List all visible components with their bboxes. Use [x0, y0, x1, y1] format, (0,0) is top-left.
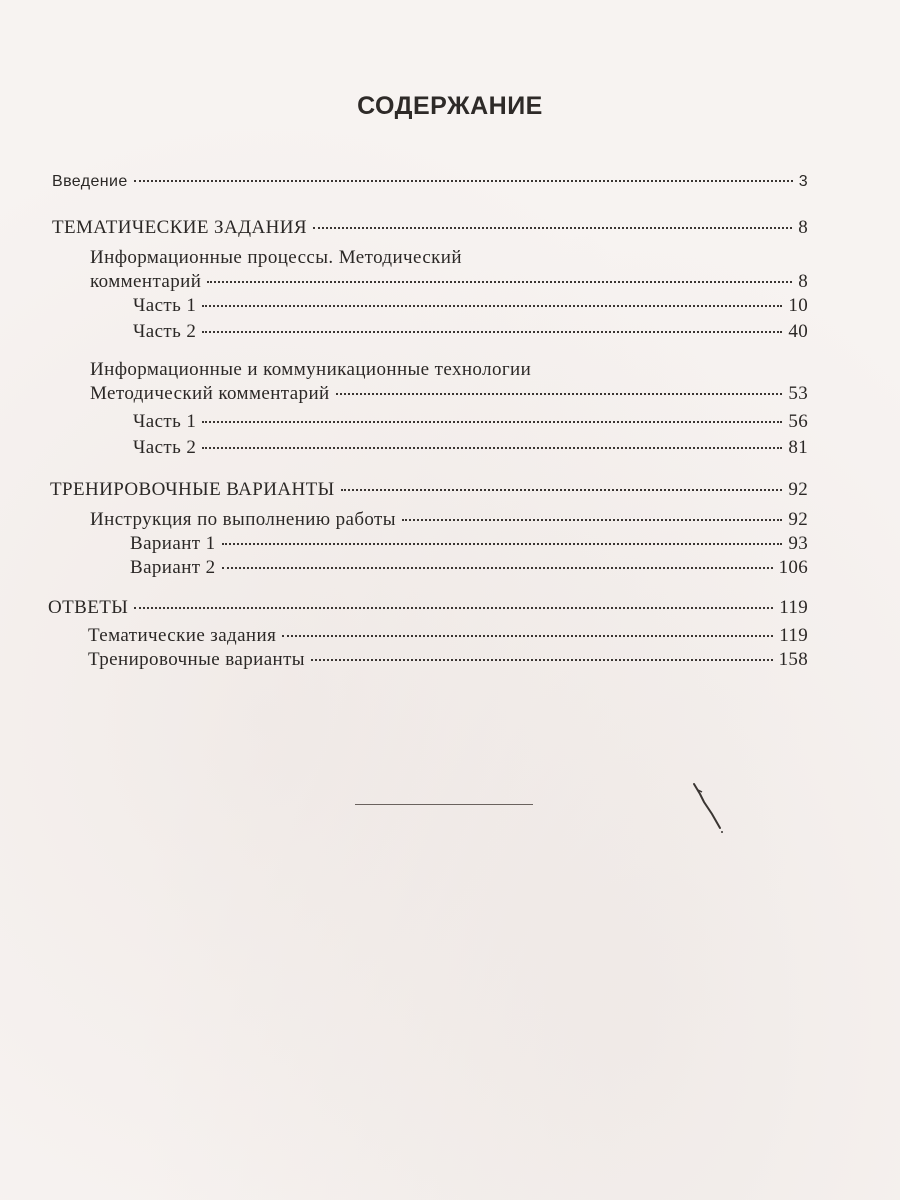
toc-entry-label: Часть 2 [133, 321, 197, 342]
dot-leader [134, 180, 793, 182]
toc-page-number: 92 [788, 509, 808, 530]
toc-page-number: 3 [798, 173, 808, 190]
toc-page-number: 56 [788, 411, 808, 432]
toc-page-number: 10 [788, 295, 808, 316]
toc-page-number: 158 [778, 649, 808, 670]
toc-page-number: 106 [778, 557, 808, 578]
toc-entry-training [50, 478, 808, 502]
toc-entry-label: Вариант 2 [130, 557, 216, 578]
toc-page-number: 93 [788, 533, 808, 554]
dot-leader [311, 659, 773, 661]
dot-leader [402, 519, 782, 521]
dot-leader [134, 607, 773, 609]
toc-entry-ict [90, 382, 808, 406]
page-title: СОДЕРЖАНИЕ [357, 92, 543, 120]
toc-entry-label: ОТВЕТЫ [48, 597, 129, 618]
toc-entry-ict-part2 [133, 436, 808, 460]
dot-leader [336, 393, 783, 395]
dot-leader [282, 635, 773, 637]
toc-entry-label: Часть 2 [133, 437, 197, 458]
toc-entry-label: Инструкция по выполнению работы [90, 509, 396, 530]
toc-page-number: 40 [788, 321, 808, 342]
toc-entry-ip-part1 [133, 294, 808, 318]
dot-leader [313, 227, 792, 229]
toc-entry-ip-part2 [133, 320, 808, 344]
dot-leader [341, 489, 783, 491]
toc-page-number: 119 [779, 597, 808, 618]
toc-entry-variant2 [130, 556, 808, 580]
toc-entry-variant1 [130, 532, 808, 556]
dot-leader [222, 567, 773, 569]
dot-leader [202, 305, 782, 307]
toc-entry-label: Тренировочные варианты [88, 649, 305, 670]
toc-entry-answers-training [88, 648, 808, 672]
toc-entry-label: Введение [52, 173, 128, 190]
dot-leader [207, 281, 792, 283]
toc-entry-answers [48, 596, 808, 620]
toc-entry-thematic [52, 216, 808, 240]
toc-page-number: 92 [788, 479, 808, 500]
toc-entry-label: ТЕМАТИЧЕСКИЕ ЗАДАНИЯ [52, 217, 307, 238]
toc-entry-label: Методический комментарий [90, 383, 330, 404]
toc-entry-label-line1: Информационные и коммуникационные технологии [90, 359, 532, 380]
toc-entry-label: Тематические задания [88, 625, 277, 646]
dot-leader [202, 447, 782, 449]
pen-mark-icon [690, 780, 730, 840]
toc-entry-label: Часть 1 [133, 295, 197, 316]
toc-page-number: 81 [788, 437, 808, 458]
toc-page-number: 8 [798, 271, 808, 292]
toc-entry-info-processes [90, 270, 808, 294]
toc-entry-instructions [90, 508, 808, 532]
toc-page-number: 119 [779, 625, 808, 646]
dot-leader [202, 331, 782, 333]
toc-entry-label-line1: Информационные процессы. Методический [90, 247, 462, 268]
section-divider [355, 804, 533, 805]
toc-entry-answers-thematic [88, 624, 808, 648]
toc-entry-label: ТРЕНИРОВОЧНЫЕ ВАРИАНТЫ [50, 479, 335, 500]
dot-leader [222, 543, 783, 545]
toc-entry-label: комментарий [90, 271, 202, 292]
toc-page-number: 8 [798, 217, 808, 238]
toc-entry-intro [52, 170, 808, 194]
toc-entry-ict-part1 [133, 410, 808, 434]
toc-entry-label: Вариант 1 [130, 533, 216, 554]
dot-leader [202, 421, 782, 423]
toc-entry-label: Часть 1 [133, 411, 197, 432]
toc-page-number: 53 [788, 383, 808, 404]
